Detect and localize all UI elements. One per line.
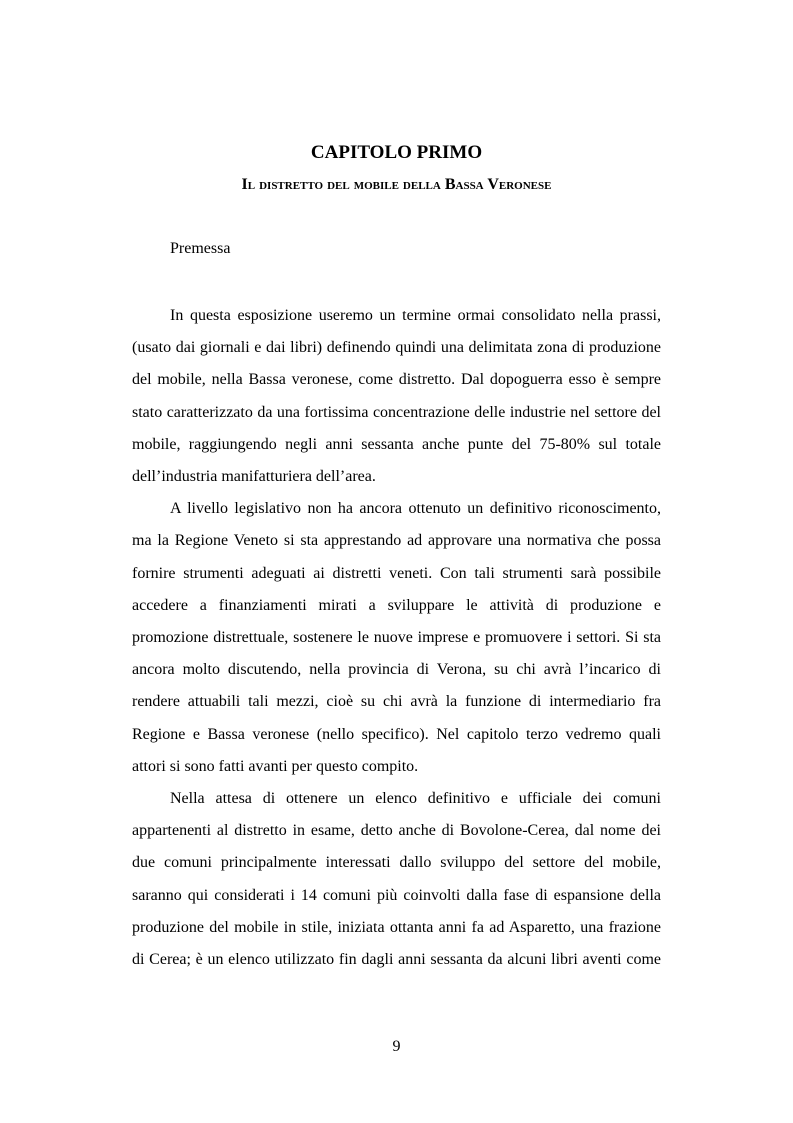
chapter-subtitle: Il distretto del mobile della Bassa Veronese <box>241 176 552 193</box>
page-number: 9 <box>392 1038 401 1055</box>
section-heading: Premessa <box>170 240 231 257</box>
chapter-title: CAPITOLO PRIMO <box>310 142 483 163</box>
paragraph: In questa esposizione useremo un termine ormai consolidato nella prassi, (usato dai giornali e dai libri) definendo quindi una delimitata zona di produzione del mobile, nella Bassa veronese, come distretto. Dal dopoguerra esso è sempre stato caratterizzato da una fortissima concentrazione delle industrie nel settore del mobile, raggiungendo negli anni sessanta anche punte del 75-80% sul totale dell’industria manifatturiera dell’area. <box>132 307 661 486</box>
paragraph: A livello legislativo non ha ancora ottenuto un definitivo riconoscimento, ma la Regione Veneto si sta apprestando ad approvare una normativa che possa fornire strumenti adeguati ai distretti veneti. Con tali strumenti sarà possibile accedere a finanziamenti mirati a sviluppare le attività di produzione e promozione distrettuale, sostenere le nuove imprese e promuovere i settori. Si sta ancora molto discutendo, nella provincia di Verona, su chi avrà l’incarico di rendere attuabili tali mezzi, cioè su chi avrà la funzione di intermediario fra Regione e Bassa veronese (nello specifico). Nel capitolo terzo vedremo quali attori si sono fatti avanti per questo compito. <box>132 500 661 775</box>
body-text <box>132 300 661 976</box>
paragraph: Nella attesa di ottenere un elenco definitivo e ufficiale dei comuni appartenenti al distretto in esame, detto anche di Bovolone-Cerea, dal nome dei due comuni principalmente interessati dallo sviluppo del settore del mobile, saranno qui considerati i 14 comuni più coinvolti dalla fase di espansione della produzione del mobile in stile, iniziata ottanta anni fa ad Asparetto, una frazione di Cerea; è un elenco utilizzato fin dagli anni sessanta da alcuni libri aventi come <box>132 790 661 969</box>
